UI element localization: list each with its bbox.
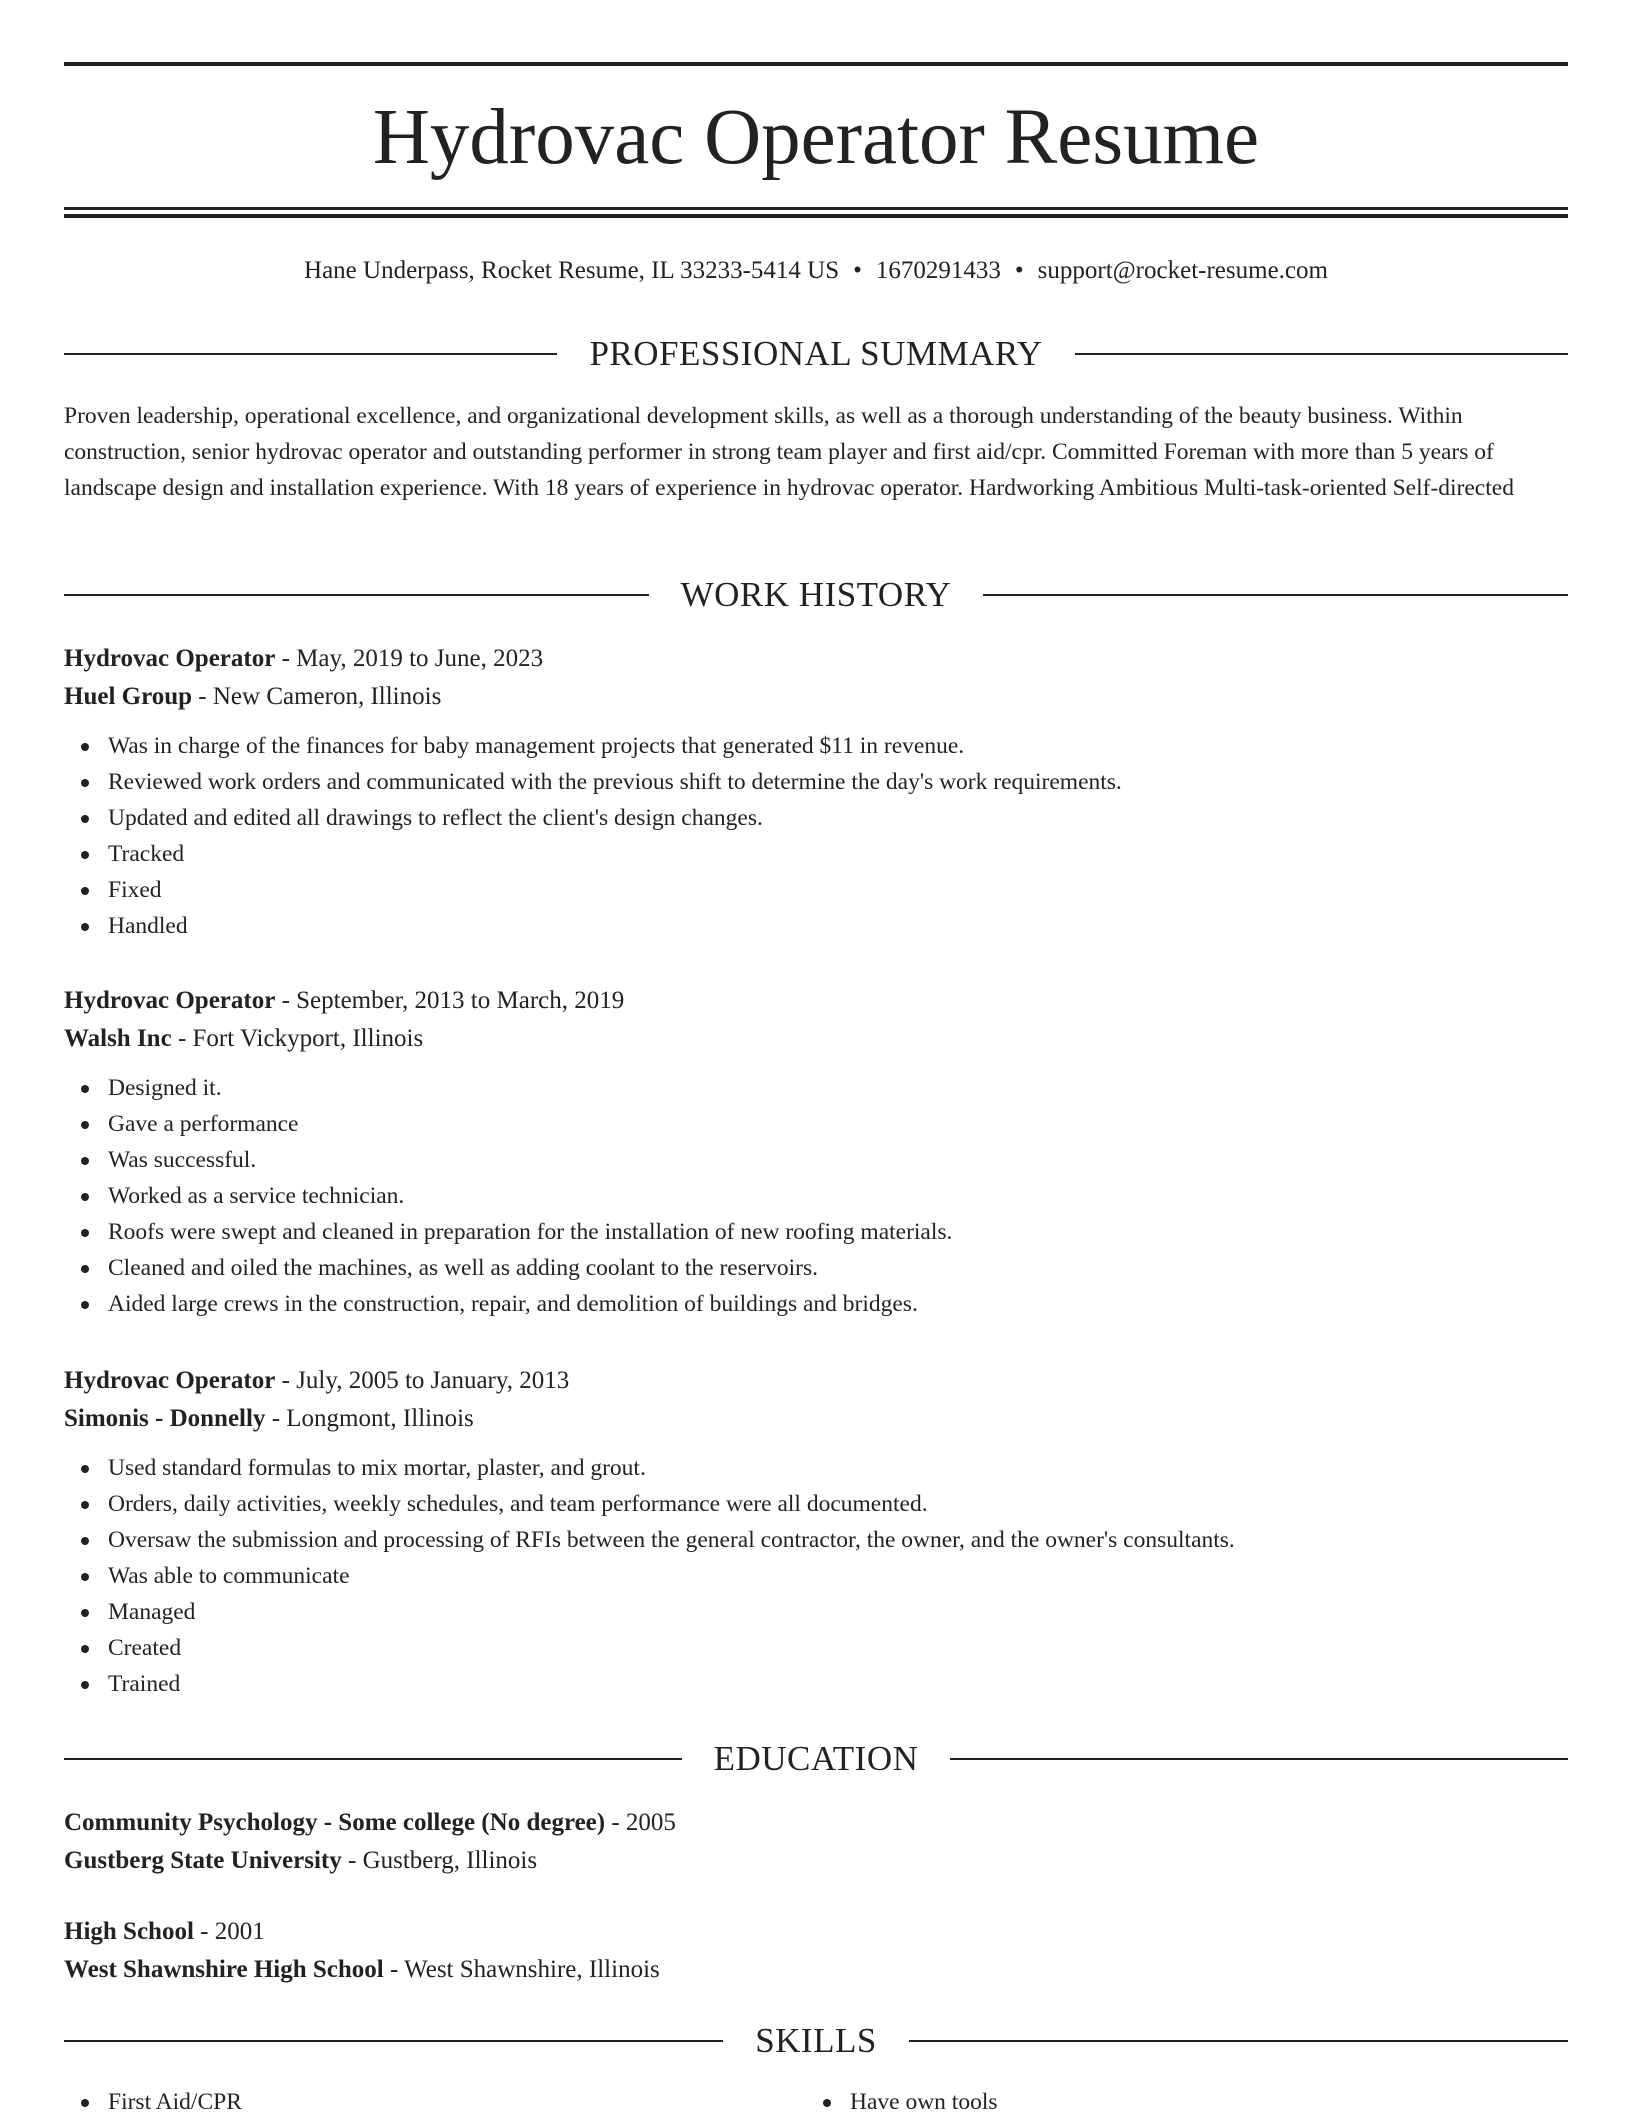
contact-line	[64, 254, 1568, 288]
education-year: - 2005	[605, 1809, 676, 1836]
contact-separator: •	[853, 257, 862, 284]
heading-rule	[64, 594, 649, 596]
list-item: Gave a performance	[64, 1106, 1568, 1142]
job-bullets	[64, 1450, 1568, 1702]
summary-text: Proven leadership, operational excellence, and organizational development skills, as well as a thorough understanding of the beauty business. Within construction, senior hydrovac operator and outstanding performer in strong team player and first aid/cpr. Committed Foreman with more than 5 years of landscape design and installation experience. With 18 years of experience in hydrovac operator. Hardworking Ambitious Multi-task-oriented Self-directed	[64, 403, 1514, 501]
job-entry	[64, 1362, 1568, 1702]
job-entry	[64, 982, 1568, 1322]
heading-rule	[64, 2040, 723, 2042]
list-item: Was in charge of the finances for baby management projects that generated $11 in revenue.	[64, 728, 1568, 764]
education-school-line	[64, 1951, 1568, 1989]
education-degree: Community Psychology - Some college (No degree)	[64, 1809, 606, 1836]
education-entry	[64, 1804, 1568, 1880]
job-dates: - July, 2005 to January, 2013	[275, 1367, 570, 1394]
job-title: Hydrovac Operator	[64, 645, 276, 672]
list-item: Worked as a service technician.	[64, 1178, 1568, 1214]
education-location: - West Shawnshire, Illinois	[383, 1956, 660, 1983]
job-title: Hydrovac Operator	[64, 987, 276, 1014]
skills-list	[64, 2084, 1568, 2120]
heading-rule	[64, 1758, 682, 1760]
job-location: - Fort Vickyport, Illinois	[171, 1025, 424, 1052]
heading-rule	[64, 353, 557, 355]
job-title: Hydrovac Operator	[64, 1367, 276, 1394]
skills-column-left	[64, 2084, 806, 2120]
job-company-line	[64, 1400, 1568, 1438]
education-school: Gustberg State University	[64, 1847, 342, 1874]
education-entry	[64, 1913, 1568, 1989]
education-year: - 2001	[193, 1918, 265, 1945]
section-title: WORK HISTORY	[680, 575, 952, 614]
job-dates: - May, 2019 to June, 2023	[275, 645, 544, 672]
skills-bullets	[64, 2084, 806, 2120]
list-item: Tracked	[64, 836, 1568, 872]
job-company: Simonis - Donnelly	[64, 1405, 266, 1432]
list-item: Roofs were swept and cleaned in preparation for the installation of new roofing materials.	[64, 1214, 1568, 1250]
heading-rule	[1075, 353, 1568, 355]
list-item: Was successful.	[64, 1142, 1568, 1178]
skills-bullets	[806, 2084, 1548, 2120]
list-item: Handled	[64, 908, 1568, 944]
education-degree-line	[64, 1913, 1568, 1951]
section-heading-skills	[64, 2019, 1568, 2063]
skills-column-right	[806, 2084, 1548, 2120]
header-double-rule	[64, 207, 1568, 218]
education-degree: High School	[64, 1918, 194, 1945]
list-item: Oversaw the submission and processing of RFIs between the general contractor, the owner, and the owner's consultants.	[64, 1522, 1568, 1558]
job-company-line	[64, 678, 1568, 716]
resume-title: Hydrovac Operator Resume	[372, 94, 1260, 181]
section-heading-summary	[64, 332, 1568, 376]
section-heading-education	[64, 1737, 1568, 1781]
heading-rule	[909, 2040, 1568, 2042]
job-entry	[64, 640, 1568, 944]
job-bullets	[64, 728, 1568, 944]
contact-address: Hane Underpass, Rocket Resume, IL 33233-5414 US	[304, 257, 840, 284]
header-top-rule	[64, 62, 1568, 66]
job-title-line	[64, 1362, 1568, 1400]
job-location: - Longmont, Illinois	[265, 1405, 474, 1432]
list-item: Aided large crews in the construction, repair, and demolition of buildings and bridges.	[64, 1286, 1568, 1322]
list-item: Used standard formulas to mix mortar, plaster, and grout.	[64, 1450, 1568, 1486]
list-item: Created	[64, 1630, 1568, 1666]
section-heading-work-history	[64, 573, 1568, 617]
job-bullets	[64, 1070, 1568, 1322]
job-title-line	[64, 640, 1568, 678]
list-item: Cleaned and oiled the machines, as well as adding coolant to the reservoirs.	[64, 1250, 1568, 1286]
contact-email[interactable]: support@rocket-resume.com	[1037, 257, 1328, 284]
heading-rule	[950, 1758, 1568, 1760]
section-title: EDUCATION	[713, 1739, 919, 1778]
job-company-line	[64, 1020, 1568, 1058]
job-location: - New Cameron, Illinois	[192, 683, 442, 710]
section-title: PROFESSIONAL SUMMARY	[589, 334, 1043, 373]
job-company: Huel Group	[64, 683, 193, 710]
education-location: - Gustberg, Illinois	[341, 1847, 538, 1874]
list-item: Fixed	[64, 872, 1568, 908]
list-item: Have own tools	[806, 2084, 1548, 2120]
education-degree-line	[64, 1804, 1568, 1842]
education-school-line	[64, 1842, 1568, 1880]
section-title: SKILLS	[755, 2021, 877, 2060]
contact-separator: •	[1014, 257, 1024, 284]
education-school: West Shawnshire High School	[64, 1956, 384, 1983]
list-item: Orders, daily activities, weekly schedules, and team performance were all documented.	[64, 1486, 1568, 1522]
list-item: Updated and edited all drawings to reflect the client's design changes.	[64, 800, 1568, 836]
heading-rule	[983, 594, 1568, 596]
job-dates: - September, 2013 to March, 2019	[275, 987, 625, 1014]
list-item: Was able to communicate	[64, 1558, 1568, 1594]
list-item: First Aid/CPR	[64, 2084, 806, 2120]
list-item: Trained	[64, 1666, 1568, 1702]
list-item: Managed	[64, 1594, 1568, 1630]
job-title-line	[64, 982, 1568, 1020]
list-item: Designed it.	[64, 1070, 1568, 1106]
list-item: Reviewed work orders and communicated with the previous shift to determine the day's work requirements.	[64, 764, 1568, 800]
job-company: Walsh Inc	[64, 1025, 172, 1052]
contact-phone: 1670291433	[875, 257, 1001, 284]
